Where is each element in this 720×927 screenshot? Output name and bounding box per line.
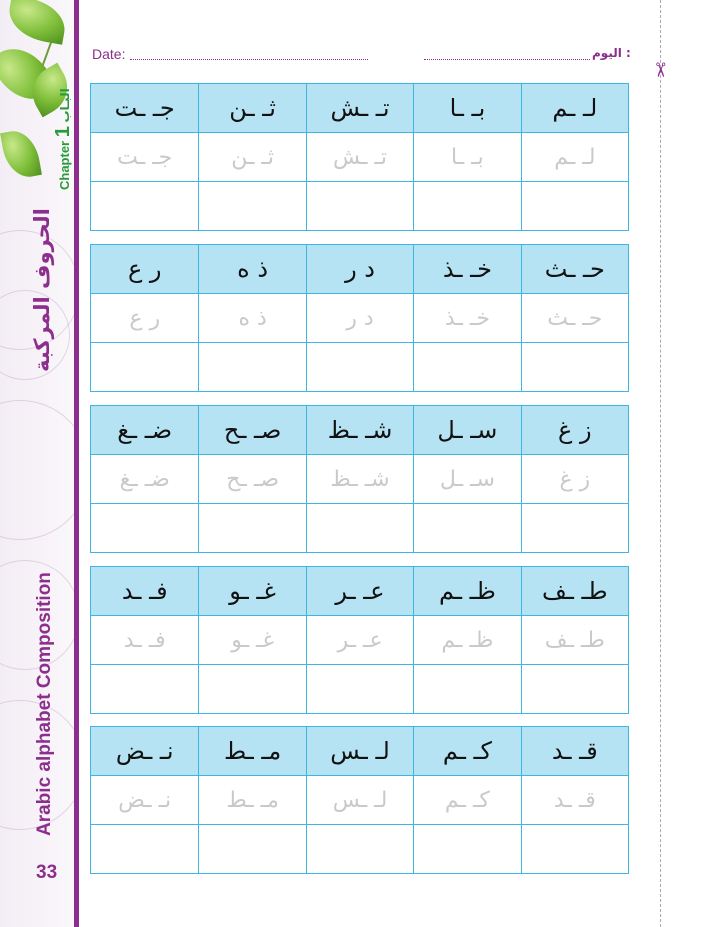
letter-trace: جـ ـت (117, 144, 173, 170)
letter-trace-cell[interactable] (413, 616, 520, 665)
chapter-number: 1 (52, 126, 74, 138)
letter-model: جـ ـت (114, 94, 175, 122)
letter-trace-cell[interactable] (306, 294, 413, 343)
writing-practice-cell[interactable] (521, 665, 628, 713)
letter-model: قـ ـد (551, 737, 598, 765)
letter-trace-cell[interactable] (306, 455, 413, 504)
letter-trace-cell[interactable] (91, 776, 198, 825)
letter-model-cell (91, 245, 198, 294)
letter-trace: مـ ـط (226, 787, 279, 813)
letter-trace: غـ ـو (231, 627, 274, 653)
letter-trace: ثـ ـن (231, 144, 274, 170)
writing-practice-cell[interactable] (413, 343, 520, 391)
letter-model-cell (91, 727, 198, 776)
letter-model-cell (413, 567, 520, 616)
letter-model: لـ ـس (330, 737, 390, 765)
letter-model: د ر (345, 255, 375, 283)
letter-model: نـ ـض (115, 737, 174, 765)
letter-trace-cell[interactable] (521, 776, 628, 825)
letter-model-cell (306, 567, 413, 616)
writing-practice-cell[interactable] (306, 665, 413, 713)
writing-practice-cell[interactable] (521, 825, 628, 873)
chapter-word: Chapter (57, 140, 72, 190)
practice-block (90, 405, 629, 553)
letter-trace: تـ ـش (332, 144, 388, 170)
writing-practice-cell[interactable] (521, 182, 628, 230)
letter-trace: شـ ـظ (330, 466, 390, 492)
writing-practice-cell[interactable] (521, 504, 628, 552)
letter-trace-cell[interactable] (306, 776, 413, 825)
letter-model: ر ع (127, 255, 162, 283)
chapter-label (52, 88, 75, 190)
writing-practice-cell[interactable] (413, 665, 520, 713)
letter-model-cell (521, 406, 628, 455)
writing-practice-cell[interactable] (198, 182, 305, 230)
letter-model-cell (198, 567, 305, 616)
writing-practice-cell[interactable] (413, 825, 520, 873)
date-label: Date: (92, 46, 126, 62)
day-label: اليوم : (592, 46, 631, 60)
letter-trace-cell[interactable] (91, 133, 198, 182)
letter-trace: كـ ـم (444, 787, 490, 813)
letter-model-cell (306, 84, 413, 133)
letter-trace: خـ ـذ (444, 305, 490, 331)
cut-line (660, 0, 661, 927)
letter-model: غـ ـو (229, 577, 276, 605)
page-number: 33 (36, 862, 58, 883)
letter-trace: صـ ـح (226, 466, 279, 492)
letter-trace-cell[interactable] (198, 294, 305, 343)
letter-trace: ظـ ـم (441, 627, 494, 653)
letter-model: حـ ـث (544, 255, 605, 283)
letter-model-cell (198, 406, 305, 455)
letter-trace-cell[interactable] (91, 294, 198, 343)
letter-trace-cell[interactable] (521, 133, 628, 182)
letter-trace-cell[interactable] (91, 455, 198, 504)
practice-block (90, 244, 629, 392)
letter-trace-cell[interactable] (413, 455, 520, 504)
letter-model-cell (91, 406, 198, 455)
letter-model-cell (198, 727, 305, 776)
letter-trace: ذ ه (238, 305, 267, 331)
letter-model: كـ ـم (442, 737, 492, 765)
letter-model: شـ ـظ (327, 416, 393, 444)
letter-trace-cell[interactable] (413, 294, 520, 343)
chapter-arabic: البـاب (58, 88, 72, 123)
letter-model: لـ ـم (552, 94, 598, 122)
letter-model-cell (413, 245, 520, 294)
letter-model: تـ ـش (330, 94, 390, 122)
letter-trace-cell[interactable] (413, 776, 520, 825)
arabic-section-title: الحروف المركبة (30, 208, 54, 372)
letter-model-cell (413, 727, 520, 776)
letter-trace-cell[interactable] (91, 616, 198, 665)
writing-practice-cell[interactable] (91, 182, 198, 230)
letter-trace: قـ ـد (553, 787, 596, 813)
letter-model: صـ ـح (223, 416, 282, 444)
letter-trace: سـ ـل (439, 466, 495, 492)
letter-model: خـ ـذ (442, 255, 492, 283)
letter-trace: ز غ (559, 466, 591, 492)
practice-block (90, 566, 629, 714)
letter-model-cell (91, 567, 198, 616)
letter-trace: حـ ـث (547, 305, 603, 331)
letter-model: ز غ (558, 416, 592, 444)
date-field[interactable] (130, 59, 368, 60)
writing-practice-cell[interactable] (413, 504, 520, 552)
writing-practice-cell[interactable] (91, 825, 198, 873)
letter-trace: نـ ـض (118, 787, 172, 813)
letter-model-cell (306, 406, 413, 455)
letter-model: ثـ ـن (229, 94, 276, 122)
writing-practice-cell[interactable] (306, 504, 413, 552)
letter-model: ظـ ـم (439, 577, 496, 605)
letter-model: مـ ـط (223, 737, 282, 765)
writing-practice-cell[interactable] (198, 343, 305, 391)
letter-model: ذ ه (237, 255, 269, 283)
letter-model-cell (521, 567, 628, 616)
practice-block (90, 726, 629, 874)
letter-model-cell (521, 727, 628, 776)
english-section-title: Arabic alphabet Composition (34, 572, 55, 836)
letter-trace: ر ع (129, 305, 161, 331)
letter-trace: عـ ـر (337, 627, 383, 653)
letter-model-cell (413, 84, 520, 133)
letter-trace-cell[interactable] (413, 133, 520, 182)
writing-practice-cell[interactable] (413, 182, 520, 230)
day-field[interactable] (424, 59, 590, 60)
letter-trace: طـ ـف (544, 627, 605, 653)
letter-trace-cell[interactable] (198, 616, 305, 665)
letter-trace-cell[interactable] (306, 616, 413, 665)
writing-practice-cell[interactable] (91, 343, 198, 391)
leaf-decoration-icon (0, 127, 42, 180)
letter-trace: د ر (346, 305, 374, 331)
practice-block (90, 83, 629, 231)
letter-trace: بـ ـا (451, 144, 484, 170)
writing-practice-cell[interactable] (306, 825, 413, 873)
letter-trace-cell[interactable] (198, 455, 305, 504)
writing-practice-cell[interactable] (521, 343, 628, 391)
letter-model: عـ ـر (335, 577, 385, 605)
letter-model-cell (521, 245, 628, 294)
letter-model: سـ ـل (437, 416, 498, 444)
letter-trace-cell[interactable] (521, 455, 628, 504)
letter-model-cell (198, 84, 305, 133)
leaf-decoration-icon (5, 0, 69, 45)
writing-practice-cell[interactable] (198, 504, 305, 552)
letter-trace-cell[interactable] (198, 776, 305, 825)
letter-trace-cell[interactable] (198, 133, 305, 182)
writing-practice-cell[interactable] (306, 343, 413, 391)
letter-trace: لـ ـم (554, 144, 596, 170)
letter-trace: فـ ـد (123, 627, 166, 653)
letter-trace: لـ ـس (332, 787, 388, 813)
writing-practice-cell[interactable] (198, 825, 305, 873)
writing-practice-cell[interactable] (91, 504, 198, 552)
letter-trace-cell[interactable] (306, 133, 413, 182)
letter-model-cell (521, 84, 628, 133)
letter-model-cell (306, 727, 413, 776)
letter-model: ضـ ـغ (117, 416, 173, 444)
writing-practice-cell[interactable] (198, 665, 305, 713)
letter-model-cell (91, 84, 198, 133)
letter-model-cell (198, 245, 305, 294)
letter-model: بـ ـا (449, 94, 486, 122)
letter-trace-cell[interactable] (521, 294, 628, 343)
letter-model: فـ ـد (121, 577, 168, 605)
letter-model-cell (413, 406, 520, 455)
letter-model-cell (306, 245, 413, 294)
letter-trace-cell[interactable] (521, 616, 628, 665)
writing-practice-cell[interactable] (306, 182, 413, 230)
letter-model: طـ ـف (541, 577, 608, 605)
letter-trace: ضـ ـغ (119, 466, 170, 492)
scissors-icon: ✂ (648, 61, 673, 79)
writing-practice-cell[interactable] (91, 665, 198, 713)
